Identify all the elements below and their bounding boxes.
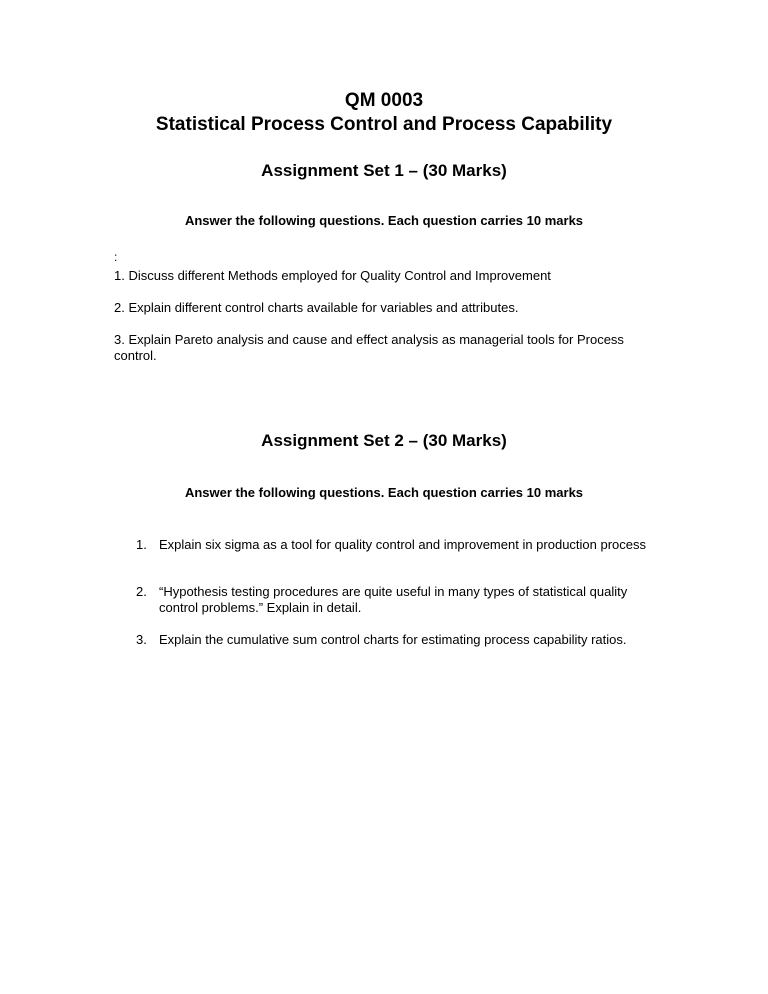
question-text: Explain the cumulative sum control charts for estimating process capability ratios. [159,632,627,647]
question-text: “Hypothesis testing procedures are quite useful in many types of statistical quality control problems.” Explain in detail. [159,584,628,615]
course-title: Statistical Process Control and Process Capability [155,114,613,135]
stray-colon-mark: : [114,250,118,264]
set-1-question-2: 2. Explain different control charts available for variables and attributes. [114,300,519,315]
question-number: 1. [136,537,147,552]
course-code: QM 0003 [344,90,424,111]
question-text: Explain six sigma as a tool for quality control and improvement in production process [159,537,647,552]
assignment-set-2-instruction: Answer the following questions. Each question carries 10 marks [184,485,584,500]
set-1-question-1: 1. Discuss different Methods employed for Quality Control and Improvement [114,268,551,283]
assignment-set-1-instruction: Answer the following questions. Each question carries 10 marks [184,213,584,228]
set-1-question-3: 3. Explain Pareto analysis and cause and effect analysis as managerial tools for Process control. [114,332,624,363]
assignment-set-2-heading: Assignment Set 2 – (30 Marks) [261,431,507,450]
question-number: 3. [136,632,147,647]
question-number: 2. [136,584,147,599]
assignment-set-1-heading: Assignment Set 1 – (30 Marks) [261,161,507,180]
